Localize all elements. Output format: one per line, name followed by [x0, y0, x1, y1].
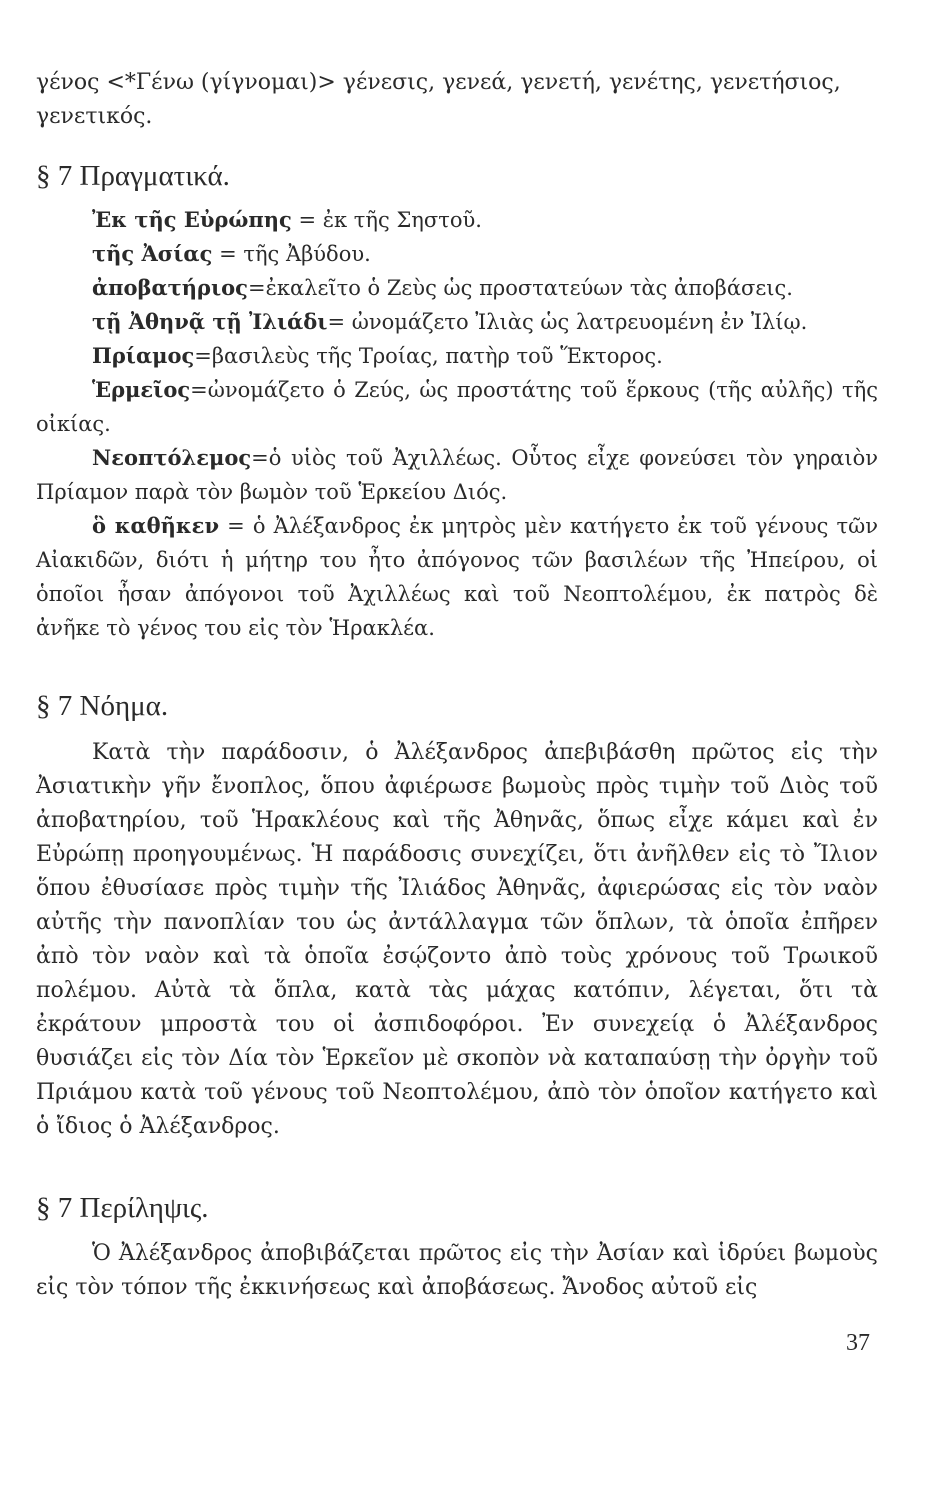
etymology-note: γένος <*Γένω (γίγνομαι)> γένεσις, γενεά, γενετή, γενέτης, γενετήσιος, γενετικός.	[36, 70, 841, 129]
glossary-entry: τῆς Ἀσίας = τῆς Ἀβύδου.	[92, 241, 371, 266]
glossary-list	[36, 203, 878, 645]
glossary-entry: Ἑρμεῖος=ὠνομάζετο ὁ Ζεύς, ὡς προστάτης τοῦ ἕρκους (τῆς αὐλῆς) τῆς οἰκίας.	[36, 377, 878, 436]
noima-paragraph: Κατὰ τὴν παράδοσιν, ὁ Ἀλέξανδρος ἀπεβιβάσθη πρῶτος εἰς τὴν Ἀσιατικὴν γῆν ἔνοπλος, ὅπου ἀφιέρωσε βωμοὺς πρὸς τιμὴν τοῦ Διὸς τοῦ ἀποβατηρίου, τοῦ Ἡρακλέους καὶ τῆς Ἀθηνᾶς, ὅπως εἶχε κάμει καὶ ἐν Εὐρώπῃ προηγουμένως. Ἡ παράδοσις συνεχίζει, ὅτι ἀνῆλθεν εἰς τὸ Ἴλιον ὅπου ἐθυσίασε πρὸς τιμὴν τῆς Ἰλιάδος Ἀθηνᾶς, ἀφιερώσας εἰς τὸν ναὸν αὐτῆς τὴν πανοπλίαν του ὡς ἀντάλλαγμα τῶν ὅπλων, τὰ ὁποῖα ἐπῆρεν ἀπὸ τὸν ναὸν καὶ τὰ ὁποῖα ἐσῴζοντο ἀπὸ τοὺς χρόνους τοῦ Τρωικοῦ πολέμου. Αὐτὰ τὰ ὅπλα, κατὰ τὰς μάχας κατόπιν, λέγεται, ὅτι τὰ ἐκράτουν μπροστὰ του οἱ ἀσπιδοφόροι. Ἐν συνεχείᾳ ὁ Ἀλέξανδρος θυσιάζει εἰς τὸν Δία τὸν Ἑρκεῖον μὲ σκοπὸν νὰ καταπαύσῃ τὴν ὀργὴν τοῦ Πριάμου κατὰ τοῦ γένους τοῦ Νεοπτολέμου, ἀπὸ τὸν ὁποῖον κατήγετο καὶ ὁ ἴδιος ὁ Ἀλέξανδρος.	[36, 740, 878, 1139]
glossary-entry: Νεοπτόλεμος=ὁ υἱὸς τοῦ Ἀχιλλέως. Οὗτος εἶχε φονεύσει τὸν γηραιὸν Πρίαμον παρὰ τὸν βωμὸν τοῦ Ἑρκείου Διός.	[36, 445, 878, 504]
glossary-entry: Πρίαμος=βασιλεὺς τῆς Τροίας, πατὴρ τοῦ Ἕκτορος.	[92, 343, 663, 368]
glossary-entry: Ἐκ τῆς Εὐρώπης = ἐκ τῆς Σηστοῦ.	[92, 207, 482, 232]
section-heading-noima: § 7 Νόημα.	[36, 690, 169, 722]
perilipsis-paragraph: Ὁ Ἀλέξανδρος ἀποβιβάζεται πρῶτος εἰς τὴν Ἀσίαν καὶ ἱδρύει βωμοὺς εἰς τὸν τόπον τῆς ἐκκινήσεως καὶ ἀποβάσεως. Ἄνοδος αὐτοῦ εἰς	[36, 1241, 878, 1300]
page-number: 37	[846, 1330, 870, 1356]
glossary-entry: ἀποβατήριος=ἐκαλεῖτο ὁ Ζεὺς ὡς προστατεύων τὰς ἀποβάσεις.	[92, 275, 793, 300]
glossary-entry: τῇ Ἀθηνᾷ τῇ Ἰλιάδι= ὠνομάζετο Ἰλιὰς ὡς λατρευομένη ἐν Ἰλίῳ.	[92, 309, 808, 334]
section-heading-perilipsis: § 7 Περίληψις.	[36, 1192, 209, 1224]
section-heading-pragmatika: § 7 Πραγματικά.	[36, 160, 230, 192]
glossary-entry: ὃ καθῆκεν = ὁ Ἀλέξανδρος ἐκ μητρὸς μὲν κατήγετο ἐκ τοῦ γένους τῶν Αἰακιδῶν, διότι ἡ μήτηρ του ἦτο ἀπόγονος τῶν βασιλέων τῆς Ἠπείρου, οἱ ὁποῖοι ἦσαν ἀπόγονοι τοῦ Ἀχιλλέως καὶ τοῦ Νεοπτολέμου, ἐκ πατρὸς δὲ ἀνῆκε τὸ γένος του εἰς τὸν Ἡρακλέα.	[36, 513, 878, 640]
